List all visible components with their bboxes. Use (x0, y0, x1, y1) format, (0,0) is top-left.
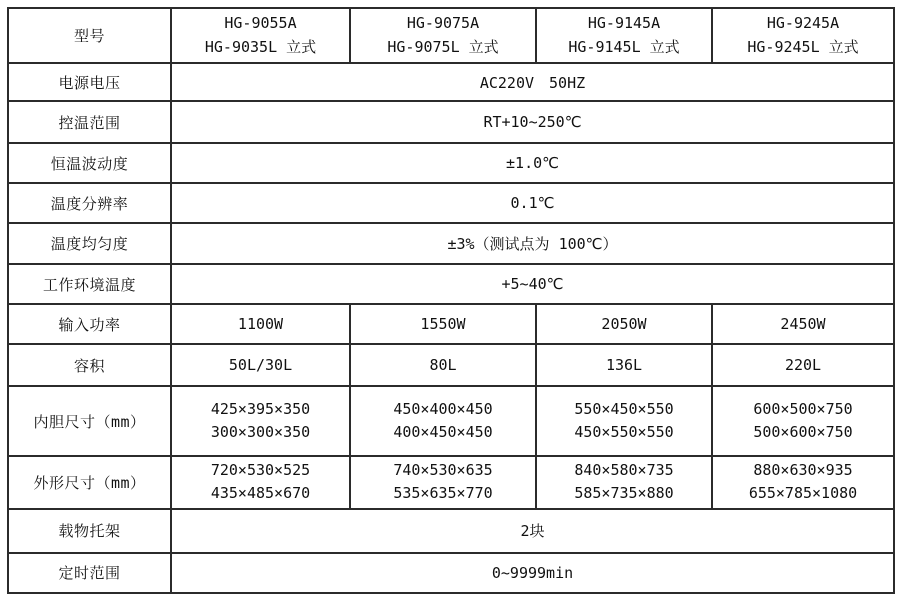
row-outer-size (8, 456, 894, 509)
model-name: HG-9245A (766, 14, 840, 33)
row-value: 0.1℃ (171, 183, 894, 223)
row-label: 定时范围 (8, 553, 171, 593)
size-line: 450×400×450 (393, 399, 493, 418)
row-label: 容积 (8, 344, 171, 386)
model-cell-1 (171, 8, 350, 63)
row-label: 温度均匀度 (8, 223, 171, 264)
size-line: 880×630×935 (753, 461, 853, 479)
model-row-label: 型号 (8, 8, 171, 63)
row-value: 0~9999min (171, 553, 894, 593)
row-timer-range (8, 553, 894, 593)
model-cell-3 (536, 8, 712, 63)
row-value: +5~40℃ (171, 264, 894, 304)
size-line: 300×300×350 (210, 423, 311, 441)
row-label: 内胆尺寸（mm） (8, 386, 171, 456)
model-name-vertical: HG-9145L 立式 (568, 37, 680, 56)
outer-size-cell-2 (350, 456, 536, 509)
spec-table (7, 7, 895, 594)
row-value: 2块 (171, 509, 894, 553)
row-value: AC220V 50HZ (171, 63, 894, 101)
row-label: 控温范围 (8, 101, 171, 143)
inner-size-cell-4 (712, 386, 894, 456)
outer-size-cell-3 (536, 456, 712, 509)
row-model (8, 8, 894, 63)
row-label: 电源电压 (8, 63, 171, 101)
inner-size-cell-2 (350, 386, 536, 456)
model-cell-4 (712, 8, 894, 63)
size-line: 435×485×670 (210, 484, 311, 503)
row-label: 恒温波动度 (8, 143, 171, 183)
size-line: 425×395×350 (210, 399, 311, 418)
volume-value-2: 80L (350, 344, 536, 386)
model-name: HG-9055A (224, 14, 297, 33)
size-line: 840×580×735 (574, 461, 674, 479)
power-value-4: 2450W (712, 304, 894, 344)
row-shelves (8, 509, 894, 553)
size-line: 740×530×635 (393, 461, 493, 479)
inner-size-cell-3 (536, 386, 712, 456)
model-name-vertical: HG-9075L 立式 (387, 37, 499, 56)
size-line: 720×530×525 (210, 461, 311, 479)
size-line: 655×785×1080 (748, 484, 858, 503)
power-value-1: 1100W (171, 304, 350, 344)
outer-size-cell-1 (171, 456, 350, 509)
row-power-voltage (8, 63, 894, 101)
row-temp-resolution (8, 183, 894, 223)
model-name-vertical: HG-9245L 立式 (747, 37, 859, 56)
row-label: 输入功率 (8, 304, 171, 344)
row-temp-fluctuation (8, 143, 894, 183)
row-temp-control-range (8, 101, 894, 143)
size-line: 535×635×770 (393, 484, 493, 503)
row-label: 外形尺寸（mm） (8, 456, 171, 509)
size-line: 585×735×880 (574, 484, 674, 503)
size-line: 450×550×550 (574, 423, 674, 441)
row-value: ±1.0℃ (171, 143, 894, 183)
model-name-vertical: HG-9035L 立式 (204, 37, 317, 56)
size-line: 500×600×750 (753, 423, 853, 441)
power-value-3: 2050W (536, 304, 712, 344)
row-working-env-temp (8, 264, 894, 304)
row-input-power (8, 304, 894, 344)
size-line: 550×450×550 (574, 399, 674, 418)
row-label: 温度分辨率 (8, 183, 171, 223)
volume-value-1: 50L/30L (171, 344, 350, 386)
row-temp-uniformity (8, 223, 894, 264)
size-line: 600×500×750 (753, 399, 853, 418)
row-value: RT+10~250℃ (171, 101, 894, 143)
model-name: HG-9075A (406, 14, 480, 33)
row-label: 载物托架 (8, 509, 171, 553)
model-cell-2 (350, 8, 536, 63)
outer-size-cell-4 (712, 456, 894, 509)
power-value-2: 1550W (350, 304, 536, 344)
model-name: HG-9145A (587, 14, 661, 33)
row-label: 工作环境温度 (8, 264, 171, 304)
row-volume (8, 344, 894, 386)
volume-value-3: 136L (536, 344, 712, 386)
volume-value-4: 220L (712, 344, 894, 386)
row-inner-size (8, 386, 894, 456)
inner-size-cell-1 (171, 386, 350, 456)
row-value: ±3%（测试点为 100℃） (171, 223, 894, 264)
size-line: 400×450×450 (393, 423, 493, 441)
